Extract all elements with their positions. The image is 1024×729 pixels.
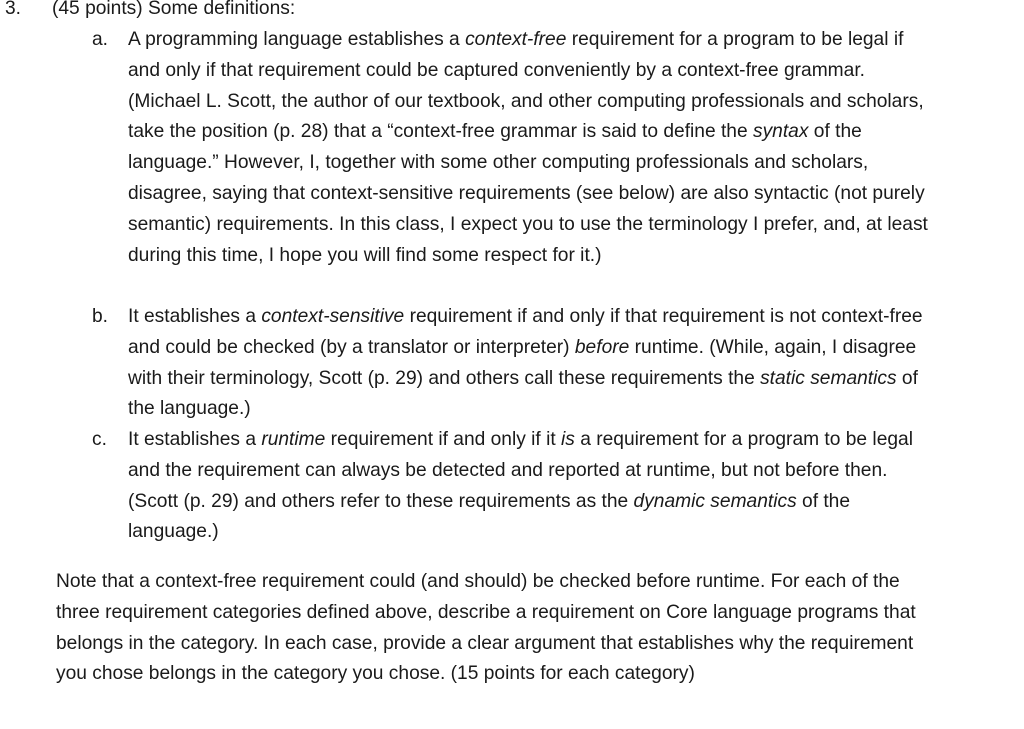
text-run: of the language.” However, I, together with some other computing professionals and scholars, disagree, saying that context-sensitive requirements (see below) are also syntactic (not purely semantic) requirements. In this class, I expect you to use the terminology I prefer, and, at least during this time, I hope you will find some respect for it.) — [128, 121, 928, 266]
definition-text — [128, 302, 928, 425]
text-run: requirement if and only if that requirement is not context-free and could be checked (by a translator or interpreter) — [128, 306, 923, 358]
emphasis-term: context-free — [465, 29, 567, 50]
emphasis-term: is — [561, 429, 575, 450]
text-run: It establishes a — [128, 429, 262, 450]
instructions-note: Note that a context-free requirement could (and should) be checked before runtime. For each of the three requirement categories defined above, describe a requirement on Core language programs that belongs in the category. In each case, provide a clear argument that establishes why the requirement you chose belongs in the category you chose. (15 points for each category) — [56, 571, 916, 685]
question-header — [0, 0, 1024, 25]
definition-label: a. — [92, 29, 109, 50]
text-run: a requirement for a program to be legal and the requirement can always be detected and reported at runtime, but not before then. (Scott (p. 29) and others refer to these requirements as the — [128, 429, 913, 512]
text-run: It establishes a — [128, 306, 262, 327]
emphasis-term: runtime — [261, 429, 326, 450]
emphasis-term: before — [574, 336, 630, 358]
text-run: A programming language establishes a — [128, 29, 466, 50]
definition-label: c. — [92, 429, 107, 450]
emphasis-term: static semantics — [760, 367, 897, 389]
definition-label: b. — [92, 306, 109, 327]
text-run: of the language.) — [128, 367, 918, 420]
question-number: 3. — [5, 0, 22, 19]
emphasis-term: dynamic semantics — [633, 490, 797, 512]
text-run: of the language.) — [128, 490, 851, 543]
definition-text — [128, 25, 928, 271]
emphasis-term: context-sensitive — [261, 306, 405, 327]
text-run: requirement for a program to be legal if and only if that requirement could be captured conveniently by a context-free grammar. (Michael L. Scott, the author of our textbook, and other computing professionals and scholars, take the position (p. 28) that a “context-free grammar is said to define the — [128, 29, 924, 143]
text-run: runtime. (While, again, I disagree with their terminology, Scott (p. 29) and others call these requirements the — [128, 336, 917, 389]
question-title: (45 points) Some definitions: — [52, 0, 296, 19]
text-run: requirement if and only if it — [325, 429, 562, 450]
definition-text — [128, 425, 928, 548]
emphasis-term: syntax — [752, 121, 809, 143]
